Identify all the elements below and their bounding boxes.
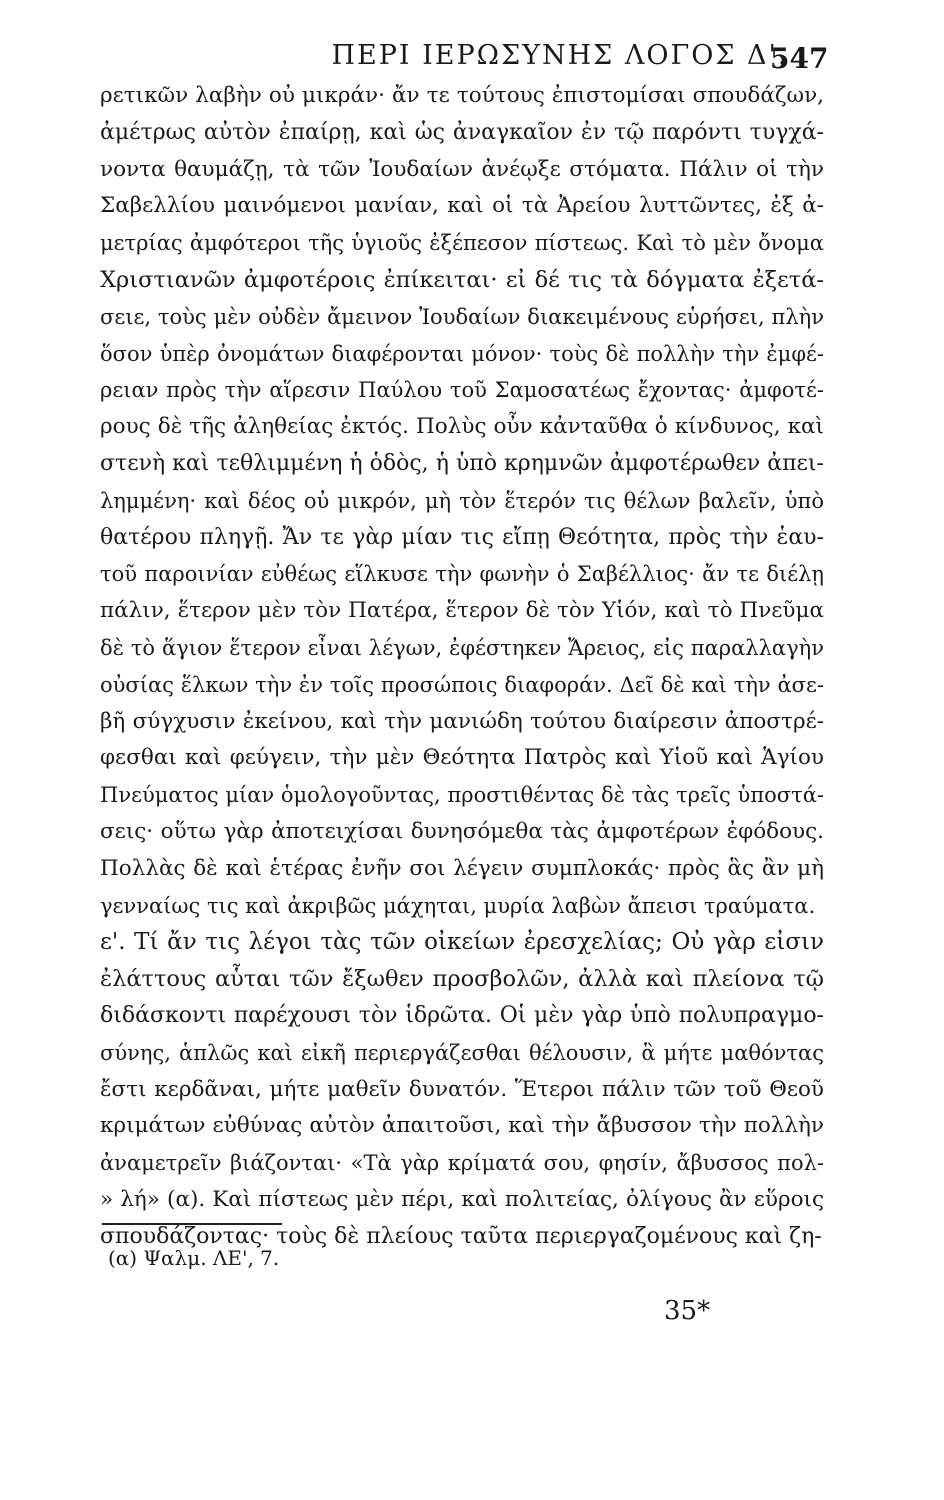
text-line: ρετικῶν λαβὴν οὐ μικράν· ἄν τε τούτους ἐπιστομίσαι σπουδάζων, <box>100 83 824 108</box>
text-line: σύνης, ἁπλῶς καὶ εἰκῆ περιεργάζεσθαι θέλουσιν, ἃ μήτε μαθόντας <box>100 1040 824 1065</box>
footnote-rule <box>102 1223 282 1225</box>
text-line: οὐσίας ἕλκων τὴν ἐν τοῖς προσώποις διαφοράν. Δεῖ δὲ καὶ τὴν ἀσε- <box>100 672 824 697</box>
text-line: ἀμέτρως αὐτὸν ἐπαίρῃ, καὶ ὡς ἀναγκαῖον ἐν τῷ παρόντι τυγχά- <box>100 119 824 145</box>
text-line: δὲ τὸ ἅγιον ἕτερον εἶναι λέγων, ἐφέστηκεν Ἄρειος, εἰς παραλλαγὴν <box>100 635 824 660</box>
text-line: ὅσον ὑπὲρ ὀνομάτων διαφέρονται μόνον· τοὺς δὲ πολλὴν τὴν ἐμφέ- <box>100 341 824 366</box>
text-line: φεσθαι καὶ φεύγειν, τὴν μὲν Θεότητα Πατρὸς καὶ Υἱοῦ καὶ Ἁγίου <box>100 745 824 771</box>
text-line: λημμένη· καὶ δέος οὐ μικρόν, μὴ τὸν ἕτερόν τις θέλων βαλεῖν, ὑπὸ <box>100 488 824 513</box>
text-line: σπουδάζοντας· τοὺς δὲ πλείους ταῦτα περιεργαζομένους καὶ ζη- <box>100 1223 822 1249</box>
text-line: Πνεύματος μίαν ὁμολογοῦντας, προστιθέντας δὲ τὰς τρεῖς ὑποστά- <box>100 783 824 808</box>
text-line: ρους δὲ τῆς ἀληθείας ἐκτός. Πολὺς οὖν κἀνταῦθα ὁ κίνδυνος, καὶ <box>100 414 824 440</box>
text-line: στενὴ καὶ τεθλιμμένη ἡ ὁδὸς, ἡ ὑπὸ κρημνῶν ἀμφοτέρωθεν ἀπει- <box>100 450 824 476</box>
text-line: ἀναμετρεῖν βιάζονται· «Τὰ γὰρ κρίματά σου, φησίν, ἄβυσσος πολ- <box>100 1151 824 1176</box>
text-line: ρειαν πρὸς τὴν αἵρεσιν Παύλου τοῦ Σαμοσατέως ἔχοντας· ἀμφοτέ- <box>100 378 824 403</box>
footnote: (α) Ψαλμ. ΛΕ', 7. <box>108 1246 280 1270</box>
text-line: βῆ σύγχυσιν ἐκείνου, καὶ τὴν μανιώδη τούτου διαίρεσιν ἀποστρέ- <box>100 708 824 734</box>
text-line: μετρίας ἀμφότεροι τῆς ὑγιοῦς ἐξέπεσον πίστεως. Καὶ τὸ μὲν ὄνομα <box>100 231 824 256</box>
text-line: ἐλάττους αὗται τῶν ἔξωθεν προσβολῶν, ἀλλὰ καὶ πλείονα τῷ <box>100 966 824 993</box>
signature-mark: 35* <box>664 1296 711 1326</box>
text-line: διδάσκοντι παρέχουσι τὸν ἱδρῶτα. Οἱ μὲν γὰρ ὑπὸ πολυπραγμο- <box>100 1002 824 1028</box>
text-line: ε'. Τί ἄν τις λέγοι τὰς τῶν οἰκείων ἐρεσχελίας; Οὐ γὰρ εἰσιν <box>100 929 824 956</box>
page-number: 547 <box>770 42 829 75</box>
body-text <box>100 78 824 1256</box>
text-line: » λή» (α). Καὶ πίστεως μὲν πέρι, καὶ πολιτείας, ὀλίγους ἂν εὕροις <box>100 1186 824 1212</box>
text-line: πάλιν, ἕτερον μὲν τὸν Πατέρα, ἕτερον δὲ τὸν Υἱόν, καὶ τὸ Πνεῦμα <box>100 598 824 624</box>
running-title: ΠΕΡΙ ΙΕΡΩΣΥΝΗΣ ΛΟΓΟΣ Δ'. <box>331 40 789 71</box>
text-line: Πολλὰς δὲ καὶ ἑτέρας ἐνῆν σοι λέγειν συμπλοκάς· πρὸς ἃς ἂν μὴ <box>100 855 824 881</box>
text-line: σεις· οὕτω γὰρ ἀποτειχίσαι δυνησόμεθα τὰς ἀμφοτέρων ἐφόδους. <box>100 818 824 844</box>
text-line: Σαβελλίου μαινόμενοι μανίαν, καὶ οἱ τὰ Ἀρείου λυττῶντες, ἐξ ἀ- <box>100 193 824 219</box>
text-line: θατέρου πληγῇ. Ἄν τε γὰρ μίαν τις εἴπῃ Θεότητα, πρὸς τὴν ἑαυ- <box>100 524 824 550</box>
text-line: Χριστιανῶν ἀμφοτέροις ἐπίκειται· εἰ δέ τις τὰ δόγματα ἐξετά- <box>100 266 824 293</box>
text-line: γενναίως τις καὶ ἀκριβῶς μάχηται, μυρία λαβὼν ἄπεισι τραύματα. <box>100 893 816 918</box>
text-line: ἔστι κερδᾶναι, μήτε μαθεῖν δυνατόν. Ἕτεροι πάλιν τῶν τοῦ Θεοῦ <box>100 1076 824 1102</box>
text-line: σειε, τοὺς μὲν οὐδὲν ἄμεινον Ἰουδαίων διακειμένους εὑρήσει, πλὴν <box>100 304 824 329</box>
text-line: τοῦ παροινίαν εὐθέως εἵλκυσε τὴν φωνὴν ὁ Σαβέλλιος· ἄν τε διέλῃ <box>100 562 824 587</box>
text-line: κριμάτων εὐθύνας αὐτὸν ἀπαιτοῦσι, καὶ τὴν ἄβυσσον τὴν πολλὴν <box>100 1113 824 1139</box>
text-line: νοντα θαυμάζῃ, τὰ τῶν Ἰουδαίων ἀνέῳξε στόματα. Πάλιν οἱ τὴν <box>100 156 824 182</box>
